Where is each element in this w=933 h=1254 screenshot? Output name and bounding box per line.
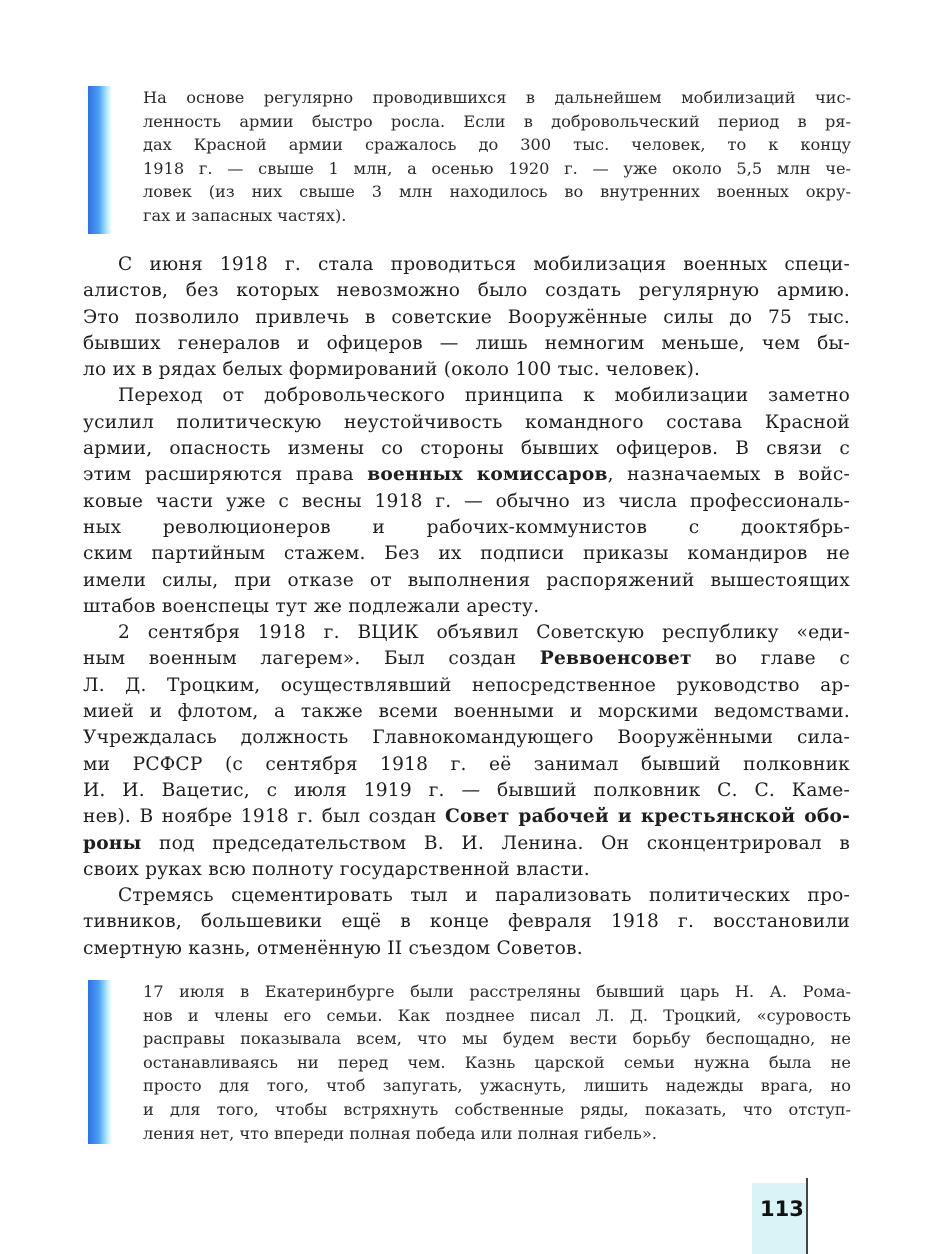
text-line: останавливаясь ни перед чем. Казнь царской семьи нужна была не bbox=[143, 1052, 851, 1072]
text-line bbox=[83, 646, 850, 672]
note-text bbox=[143, 86, 851, 228]
text-line: мией и флотом, а также всеми военными и морскими ведомствами. bbox=[83, 701, 850, 723]
note-text bbox=[143, 980, 851, 1145]
text-span: нев). В ноябре 1918 г. был создан bbox=[83, 806, 445, 828]
text-span: ным военным лагерем». Был создан bbox=[83, 648, 540, 670]
main-text bbox=[83, 252, 850, 962]
text-line: гах и запасных частях). bbox=[143, 205, 347, 225]
text-line: И. И. Вацетис, с июля 1919 г. — бывший полковник С. С. Каме- bbox=[83, 779, 850, 801]
text-line: Это позволило привлечь в советские Вооружённые силы до 75 тыс. bbox=[83, 306, 850, 328]
text-line: На основе регулярно проводившихся в дальнейшем мобилизаций чис- bbox=[143, 88, 851, 107]
term-military-commissars: военных комиссаров bbox=[367, 464, 608, 486]
text-line bbox=[83, 831, 850, 857]
term-defense-council-cont: роны bbox=[83, 832, 142, 854]
term-defense-council: Совет рабочей и крестьянской обо- bbox=[444, 806, 850, 828]
text-line: нов и члены его семьи. Как позднее писал Л. Д. Троцкий, «суровость bbox=[143, 1005, 851, 1025]
text-line: ло их в рядах белых формирований (около 100 тыс. человек). bbox=[83, 359, 701, 381]
note-accent-bar bbox=[88, 86, 112, 234]
text-line: дах Красной армии сражалось до 300 тыс. человек, то к концу bbox=[143, 135, 851, 155]
text-line: тивников, большевики ещё в конце февраля 1918 г. восстановили bbox=[83, 911, 850, 933]
text-span: этим расширяются права bbox=[83, 464, 368, 486]
text-span: , назначаемых в войс- bbox=[607, 464, 850, 486]
paragraph bbox=[83, 252, 850, 383]
text-span: во главе с bbox=[691, 648, 850, 670]
text-line: ловек (из них свыше 3 млн находилось во внутренних военных окру- bbox=[143, 182, 851, 202]
text-line: 1918 г. — свыше 1 млн, а осенью 1920 г. — уже около 5,5 млн че- bbox=[143, 158, 851, 178]
text-line: С июня 1918 г. стала проводиться мобилизация военных специ- bbox=[118, 254, 850, 275]
text-line: штабов военспецы тут же подлежали аресту. bbox=[83, 595, 540, 617]
note-box-romanov bbox=[86, 980, 851, 1144]
text-line: 2 сентября 1918 г. ВЦИК объявил Советскую республику «еди- bbox=[118, 622, 850, 644]
text-line: Стремясь сцементировать тыл и парализовать политических про- bbox=[118, 885, 850, 907]
paragraph bbox=[83, 620, 850, 883]
text-line: усилил политическую неустойчивость командного состава Красной bbox=[83, 411, 850, 433]
text-line: Переход от добровольческого принципа к мобилизации заметно bbox=[118, 385, 850, 407]
text-line: армии, опасность измены со стороны бывших офицеров. В связи с bbox=[83, 438, 850, 460]
paragraph bbox=[83, 883, 850, 962]
text-line: ским партийным стажем. Без их подписи приказы командиров не bbox=[83, 543, 850, 565]
text-line: алистов, без которых невозможно было создать регулярную армию. bbox=[83, 280, 850, 302]
text-line: имели силы, при отказе от выполнения распоряжений вышестоящих bbox=[83, 569, 850, 591]
term-revvoensovet: Реввоенсовет bbox=[539, 648, 692, 670]
text-line bbox=[83, 804, 850, 830]
text-span: под председательством В. И. Ленина. Он сконцентрировал в bbox=[141, 832, 850, 854]
text-line: расправы показывала всем, что мы будем вести борьбу беспощадно, не bbox=[143, 1029, 851, 1049]
text-line bbox=[83, 462, 850, 488]
text-line: своих руках всю полноту государственной власти. bbox=[83, 858, 590, 880]
page-number-tab bbox=[752, 1183, 806, 1254]
text-line: бывших генералов и офицеров — лишь немногим меньше, чем бы- bbox=[83, 332, 850, 354]
paragraph bbox=[83, 383, 850, 620]
text-line: Учреждалась должность Главнокомандующего Вооружёнными сила- bbox=[83, 727, 850, 749]
note-box-mobilization bbox=[86, 86, 851, 234]
text-line: ковые части уже с весны 1918 г. — обычно из числа профессиональ- bbox=[83, 490, 850, 512]
text-line: ления нет, что впереди полная победа или полная гибель». bbox=[143, 1123, 657, 1143]
note-accent-bar bbox=[88, 980, 112, 1144]
text-line: 17 июля в Екатеринбурге были расстреляны бывший царь Н. А. Рома- bbox=[143, 982, 851, 1001]
page-edge-divider bbox=[806, 1178, 808, 1254]
text-line: ми РСФСР (с сентября 1918 г. её занимал бывший полковник bbox=[83, 753, 850, 775]
text-line: и для того, чтобы встряхнуть собственные ряды, показать, что отступ- bbox=[143, 1099, 851, 1119]
text-line: Л. Д. Троцким, осуществлявший непосредственное руководство ар- bbox=[83, 674, 850, 696]
text-line: смертную казнь, отменённую II съездом Советов. bbox=[83, 937, 583, 959]
text-line: ных революционеров и рабочих-коммунистов с дооктябрь- bbox=[83, 516, 850, 538]
text-line: ленность армии быстро росла. Если в добровольческий период в ря- bbox=[143, 111, 851, 131]
text-line: просто для того, чтоб запугать, ужаснуть, лишить надежды врага, но bbox=[143, 1076, 851, 1096]
page-number: 113 bbox=[760, 1197, 804, 1221]
